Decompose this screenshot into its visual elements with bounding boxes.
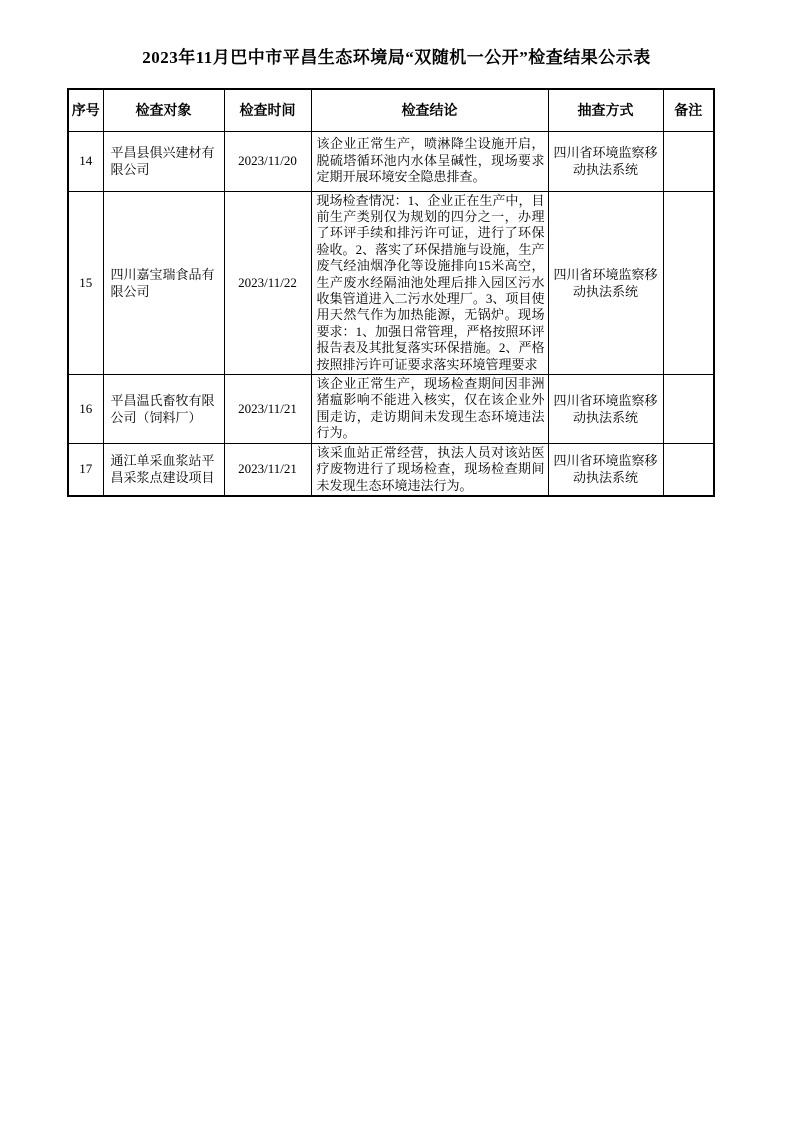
cell-inspection-date: 2023/11/20 — [224, 131, 311, 191]
header-cell-date: 检查时间 — [224, 89, 311, 131]
table-row — [68, 131, 714, 191]
header-cell-target: 检查对象 — [103, 89, 224, 131]
cell-inspection-date: 2023/11/22 — [224, 191, 311, 374]
cell-inspection-date: 2023/11/21 — [224, 374, 311, 443]
cell-remark — [663, 443, 714, 496]
cell-inspection-date: 2023/11/21 — [224, 443, 311, 496]
header-cell-remark: 备注 — [663, 89, 714, 131]
cell-sampling-method: 四川省环境监察移动执法系统 — [548, 131, 663, 191]
cell-sampling-method: 四川省环境监察移动执法系统 — [548, 374, 663, 443]
cell-inspection-target: 平昌温氏畜牧有限公司（饲料厂） — [103, 374, 224, 443]
cell-serial-number: 15 — [68, 191, 103, 374]
cell-serial-number: 14 — [68, 131, 103, 191]
cell-conclusion: 现场检查情况：1、企业正在生产中，目前生产类别仅为规划的四分之一，办理了环评手续和排污许可证，进行了环保验收。2、落实了环保措施与设施，生产废气经油烟净化等设施排向15米高空，生产废水经隔油池处理后排入园区污水收集管道进入二污水处理厂。3、项目使用天然气作为加热能源，无锅炉。现场要求：1、加强日常管理，严格按照环评报告表及其批复落实环保措施。2、严格按照排污许可证要求落实环境管理要求 — [311, 191, 548, 374]
cell-inspection-target: 通江单采血浆站平昌采浆点建设项目 — [103, 443, 224, 496]
inspection-results-table — [67, 88, 715, 497]
table-row — [68, 374, 714, 443]
cell-inspection-target: 平昌县俱兴建材有限公司 — [103, 131, 224, 191]
cell-remark — [663, 131, 714, 191]
cell-remark — [663, 374, 714, 443]
cell-sampling-method: 四川省环境监察移动执法系统 — [548, 443, 663, 496]
table-header-row — [68, 89, 714, 131]
cell-serial-number: 17 — [68, 443, 103, 496]
cell-serial-number: 16 — [68, 374, 103, 443]
header-cell-no: 序号 — [68, 89, 103, 131]
cell-inspection-target: 四川嘉宝瑞食品有限公司 — [103, 191, 224, 374]
table-row — [68, 443, 714, 496]
cell-conclusion: 该企业正常生产，喷淋降尘设施开启，脱硫塔循环池内水体呈碱性，现场要求定期开展环境安全隐患排查。 — [311, 131, 548, 191]
cell-conclusion: 该企业正常生产，现场检查期间因非洲猪瘟影响不能进入核实，仅在该企业外围走访，走访期间未发现生态环境违法行为。 — [311, 374, 548, 443]
page-title: 2023年11月巴中市平昌生态环境局“双随机一公开”检查结果公示表 — [142, 48, 651, 67]
table-row — [68, 191, 714, 374]
cell-sampling-method: 四川省环境监察移动执法系统 — [548, 191, 663, 374]
header-cell-conclusion: 检查结论 — [311, 89, 548, 131]
header-cell-method: 抽查方式 — [548, 89, 663, 131]
cell-remark — [663, 191, 714, 374]
cell-conclusion: 该采血站正常经营，执法人员对该站医疗废物进行了现场检查，现场检查期间未发现生态环境违法行为。 — [311, 443, 548, 496]
